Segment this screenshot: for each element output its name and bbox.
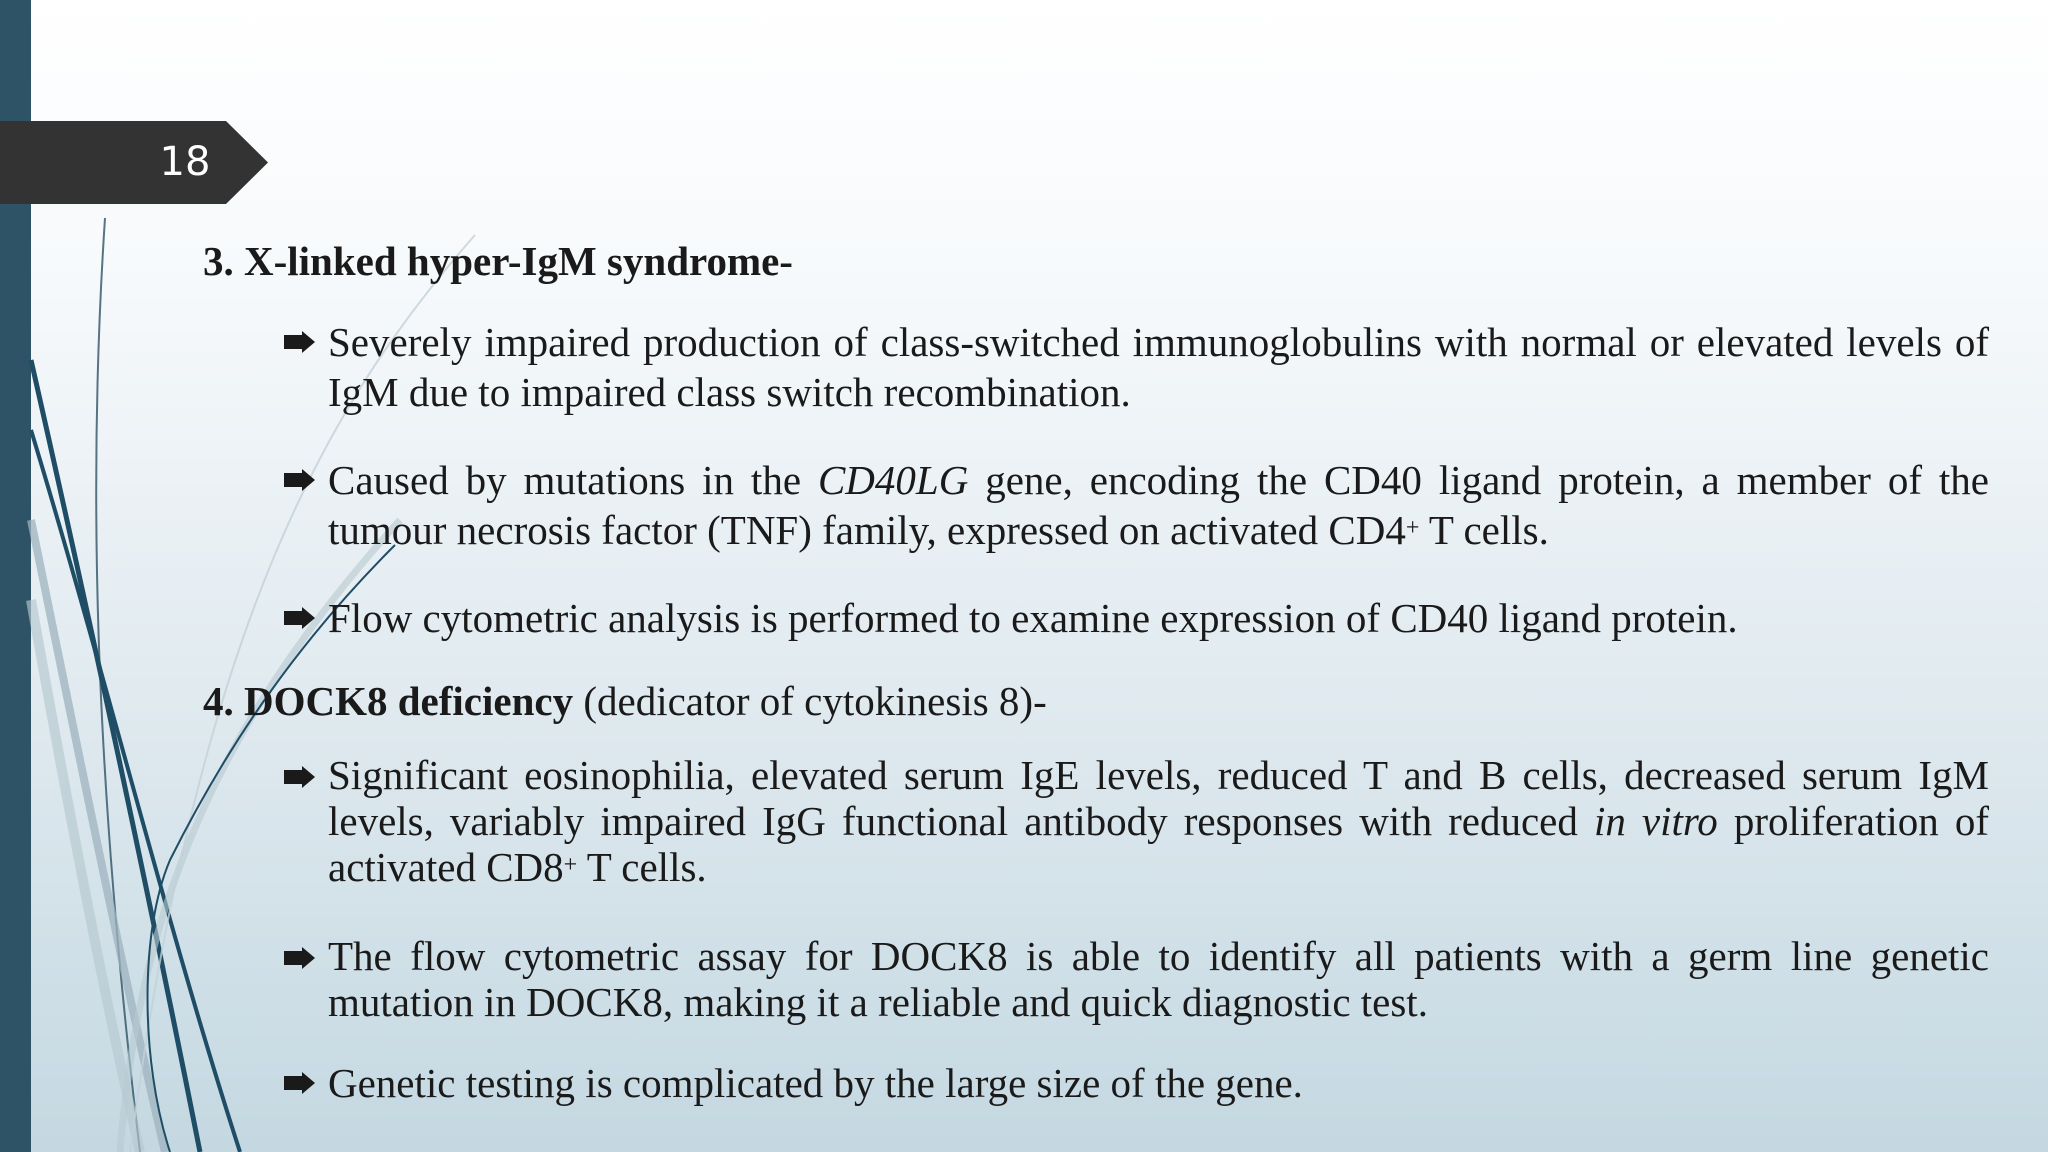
text-fragment: T cells. (577, 844, 707, 890)
superscript: + (563, 852, 578, 878)
bullet-item (284, 593, 1989, 643)
bullet-item (284, 752, 1989, 890)
text-fragment: T cells. (1419, 507, 1549, 553)
superscript: + (1405, 515, 1420, 541)
section-heading-dock8 (203, 676, 1047, 726)
gene-name: CD40LG (817, 457, 969, 503)
bullet-text (328, 752, 1989, 890)
arrow-bullet-icon (284, 766, 315, 788)
bullet-text: Severely impaired production of class-switched immunoglobulins with normal or elevated levels of IgM due to impaired class switch recombination. (328, 319, 1989, 415)
bullet-text: Genetic testing is complicated by the large size of the gene. (328, 1060, 1303, 1106)
text-fragment: Caused by mutations in the (328, 457, 818, 503)
text-fragment: gene, encoding the CD40 ligand protein, a member of the tumour necrosis factor (TNF) family, expressed on activated CD4 (328, 457, 1989, 553)
text-fragment: proliferation of activated CD8 (328, 798, 1989, 890)
italic-term: in vitro (1593, 798, 1718, 844)
section-heading-bold: 4. DOCK8 deficiency (203, 678, 574, 724)
section-heading-rest: (dedicator of cytokinesis 8)- (573, 678, 1047, 724)
bullet-item (284, 933, 1989, 1025)
arrow-bullet-icon (284, 331, 315, 353)
bullet-text: Flow cytometric analysis is performed to examine expression of CD40 ligand protein. (328, 595, 1738, 641)
text-fragment: Significant eosinophilia, elevated serum IgE levels, reduced T and B cells, decreased serum IgM levels, variably impaired IgG functional antibody responses with reduced (328, 752, 1989, 844)
arrow-bullet-icon (284, 469, 315, 491)
arrow-bullet-icon (284, 1072, 315, 1094)
bullet-item (284, 455, 1989, 555)
bullet-text: The flow cytometric assay for DOCK8 is able to identify all patients with a germ line genetic mutation in DOCK8, making it a reliable and quick diagnostic test. (328, 933, 1989, 1025)
slide-number: 18 (159, 139, 211, 185)
bullet-item (284, 317, 1989, 417)
section-heading-xhim (203, 236, 793, 286)
arrow-bullet-icon (284, 607, 315, 629)
arrow-bullet-icon (284, 947, 315, 969)
section-heading-text: 3. X-linked hyper-IgM syndrome- (203, 238, 793, 284)
bullet-item (284, 1058, 1989, 1108)
bullet-text (328, 455, 1989, 555)
